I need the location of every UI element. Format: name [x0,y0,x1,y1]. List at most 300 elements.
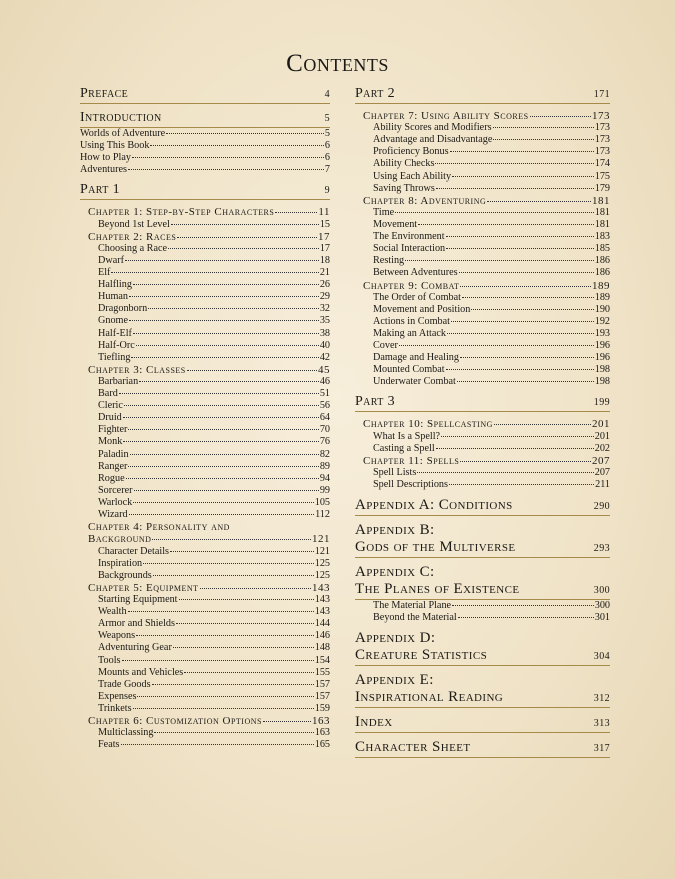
item-title: Wealth [98,606,127,618]
dot-leader [187,370,317,371]
page-number: 26 [319,279,330,291]
toc-item[interactable] [98,485,330,497]
toc-item[interactable] [98,303,330,315]
toc-item[interactable] [98,655,330,667]
page-number: 207 [592,454,610,467]
toc-item[interactable] [98,412,330,424]
dot-leader [137,696,313,697]
page-number: 181 [594,206,610,218]
item-title: Multiclassing [98,727,154,739]
item-title: Actions in Combat [373,315,450,327]
chapter-entry[interactable] [88,206,330,218]
page-number: 21 [319,267,330,279]
toc-item[interactable] [98,388,330,400]
item-title: Dragonborn [98,303,148,315]
toc-item[interactable] [373,364,610,376]
item-title: Damage and Healing [373,352,459,364]
item-title: Barbarian [98,376,139,388]
page-number: 143 [314,606,330,618]
item-title: Underwater Combat [373,376,456,388]
chapter-title: Chapter 4: Personality and [88,521,230,534]
dot-leader [460,286,591,287]
dot-leader [154,732,313,733]
page-number: 125 [314,569,330,581]
toc-item[interactable] [373,316,610,328]
part-heading[interactable] [80,182,330,200]
item-title: Beyond 1st Level [98,218,170,230]
item-title: Ability Checks [373,158,435,170]
item-title: Character Details [98,545,169,557]
item-title: Saving Throws [373,182,435,194]
toc-item[interactable] [373,479,610,491]
dot-leader [134,490,319,491]
appendix-title-row [355,689,610,706]
dot-leader [111,272,318,273]
dot-leader [417,472,593,473]
page-number: 174 [594,158,610,170]
toc-item[interactable] [98,667,330,679]
dot-leader [493,127,594,128]
page-number: 29 [319,291,330,303]
chapter-title: Chapter 6: Customization Options [88,714,262,727]
item-title: Armor and Shields [98,618,175,630]
item-title: Tools [98,654,121,666]
dot-leader [123,441,318,442]
page-number: 56 [319,400,330,412]
page-number: 190 [594,303,610,315]
toc-item[interactable] [98,279,330,291]
toc-item[interactable] [373,122,610,134]
item-title: Spell Descriptions [373,479,448,491]
page-number: 175 [594,170,610,182]
dot-leader [449,484,594,485]
dot-leader [171,224,319,225]
page-number: 35 [319,315,330,327]
dot-leader [460,461,591,462]
page-number: 46 [319,376,330,388]
toc-item[interactable] [98,400,330,412]
part-title: Part 2 [355,86,396,101]
item-title: Adventuring Gear [98,642,172,654]
page-number: 304 [593,651,610,663]
dot-leader [139,381,319,382]
page-number: 76 [319,436,330,448]
dot-leader [530,116,591,117]
toc-item[interactable] [98,679,330,691]
toc-right-column [355,86,610,758]
page-number: 38 [319,327,330,339]
dot-leader [452,605,594,606]
item-title: The Environment [373,231,445,243]
toc-item[interactable] [373,134,610,146]
item-title: Weapons [98,630,136,642]
dot-leader [133,333,319,334]
item-title: Advantage and Disadvantage [373,134,493,146]
item-title: Ranger [98,460,128,472]
item-title: Sorcerer [98,484,133,496]
page-number: 64 [319,412,330,424]
page-number: 173 [594,146,610,158]
dot-leader [200,588,311,589]
item-title: Warlock [98,496,133,508]
page-number: 163 [314,727,330,739]
dot-leader [119,393,319,394]
item-title: What Is a Spell? [373,430,441,442]
item-title: Fighter [98,424,128,436]
toc-item[interactable] [373,219,610,231]
appendix-label: Appendix B: [355,522,435,539]
appendix-label: Appendix C: [355,564,435,581]
dot-leader [452,176,594,177]
toc-item[interactable] [98,691,330,703]
toc-item[interactable] [373,267,610,279]
page-number: 211 [595,479,610,491]
page-number: 112 [315,509,330,521]
page-number: 186 [594,255,610,267]
dot-leader [133,708,314,709]
toc-item[interactable] [373,243,610,255]
toc-item[interactable] [373,612,610,624]
chapter-entry[interactable] [88,364,330,376]
page-number: 173 [594,122,610,134]
page-number: 51 [319,388,330,400]
dot-leader [263,721,311,722]
page-number: 40 [319,339,330,351]
dot-leader [462,297,594,298]
item-title: Human [98,291,128,303]
page-number: 171 [593,89,610,100]
toc-item[interactable] [373,292,610,304]
dot-leader [131,357,318,358]
toc-item[interactable] [98,291,330,303]
item-title: Casting a Spell [373,442,435,454]
dot-leader [143,563,314,564]
dot-leader [168,248,319,249]
appendix-heading[interactable] [355,672,610,708]
dot-leader [457,381,594,382]
item-title: Cover [373,340,398,352]
dot-leader [126,478,319,479]
item-title: Time [373,206,395,218]
part-heading[interactable] [355,497,610,516]
toc-item[interactable] [373,443,610,455]
chapter-entry[interactable] [363,418,610,430]
toc-item[interactable] [98,727,330,739]
dot-leader [123,417,319,418]
toc-item[interactable] [80,140,330,152]
page-number: 189 [592,279,610,292]
part-heading[interactable] [355,86,610,104]
item-title: Adventures [80,164,127,176]
page-number: 121 [312,533,330,546]
dot-leader [136,635,314,636]
page-title: Contents [286,50,389,77]
toc-item[interactable] [98,255,330,267]
item-title: Elf [98,267,111,279]
item-title: Tiefling [98,351,131,363]
dot-leader [133,502,313,503]
toc-item[interactable] [373,158,610,170]
dot-leader [173,647,314,648]
dot-leader [395,212,594,213]
toc-item[interactable] [373,171,610,183]
item-title: Gnome [98,315,128,327]
part-heading[interactable] [80,110,330,128]
chapter-title-cont: Background [88,533,152,546]
item-title: Between Adventures [373,267,458,279]
appendix-title: Gods of the Multiverse [355,539,516,556]
page-number: 70 [319,424,330,436]
dot-leader [435,163,593,164]
dot-leader [128,466,318,467]
toc-item[interactable] [80,128,330,140]
page-number: 201 [592,418,610,431]
toc-item[interactable] [373,304,610,316]
page-number: 179 [594,182,610,194]
dot-leader [152,684,314,685]
toc-item[interactable] [98,352,330,364]
toc-item[interactable] [98,340,330,352]
page-number: 4 [324,89,330,100]
toc-item[interactable] [98,642,330,654]
page-number: 6 [324,140,330,152]
part-title: Character Sheet [355,739,471,756]
page-number: 201 [594,430,610,442]
page-number: 105 [314,496,330,508]
chapter-entry[interactable] [88,715,330,727]
dot-leader [132,157,324,158]
dot-leader [405,260,594,261]
dot-leader [128,429,318,430]
toc-item[interactable] [373,183,610,195]
item-title: Resting [373,255,405,267]
toc-item[interactable] [373,207,610,219]
toc-item[interactable] [98,618,330,630]
toc-item[interactable] [373,328,610,340]
toc-item[interactable] [98,739,330,751]
toc-item[interactable] [373,146,610,158]
dot-leader [179,599,314,600]
chapter-title: Chapter 1: Step-by-Step Characters [88,206,275,219]
page-number: 143 [314,594,330,606]
page-number: 186 [594,267,610,279]
page-number: 199 [593,397,610,409]
appendix-title: The Planes of Existence [355,581,520,598]
chapter-title: Chapter 5: Equipment [88,581,199,594]
part-heading[interactable] [355,739,610,758]
toc-item[interactable] [98,703,330,715]
item-title: Half-Elf [98,327,132,339]
item-title: The Order of Combat [373,291,461,303]
dot-leader [494,424,591,425]
dot-leader [446,369,594,370]
page-number: 5 [324,128,330,139]
toc-item[interactable] [98,570,330,582]
toc-item[interactable] [98,461,330,473]
page-number: 99 [319,484,330,496]
item-title: Movement and Position [373,303,471,315]
chapter-entry[interactable] [88,231,330,243]
item-title: Starting Equipment [98,594,178,606]
page-number: 148 [314,642,330,654]
page-number: 42 [319,351,330,363]
page-number: 7 [324,164,330,176]
toc-item[interactable] [373,467,610,479]
page-number: 154 [314,654,330,666]
item-title: Backgrounds [98,569,152,581]
chapter-entry[interactable] [363,280,610,292]
part-title: Appendix A: Conditions [355,497,513,514]
item-title: Proficiency Bonus [373,146,449,158]
toc-item[interactable] [373,352,610,364]
page-number: 173 [592,110,610,122]
page-number: 173 [594,134,610,146]
dot-leader [177,237,317,238]
dot-leader [176,623,314,624]
dot-leader [446,236,594,237]
page-number: 181 [594,219,610,231]
dot-leader [471,309,593,310]
item-title: Monk [98,436,123,448]
toc-item[interactable] [80,164,330,176]
toc-left-column [80,86,330,751]
page-number: 125 [314,557,330,569]
toc-item[interactable] [98,424,330,436]
page-number: 6 [324,152,330,164]
dot-leader [148,308,319,309]
dot-leader [128,169,324,170]
chapter-title: Chapter 9: Combat [363,279,460,292]
item-title: Wizard [98,509,128,521]
page-number: 198 [594,364,610,376]
page-number: 17 [318,230,330,243]
page-number: 159 [314,702,330,714]
toc-item[interactable] [98,606,330,618]
toc-item[interactable] [98,630,330,642]
toc-item[interactable] [80,152,330,164]
chapter-entry[interactable] [363,195,610,207]
dot-leader [129,296,319,297]
dot-leader [128,611,314,612]
toc-item[interactable] [98,267,330,279]
toc-item[interactable] [98,594,330,606]
dot-leader [133,284,319,285]
appendix-title-row [355,539,610,556]
toc-item[interactable] [373,600,610,612]
part-title: Preface [80,86,129,101]
appendix-title-row [355,581,610,598]
page-number: 17 [319,242,330,254]
page-number: 15 [319,218,330,230]
item-title: Paladin [98,448,129,460]
toc-item[interactable] [98,328,330,340]
dot-leader [129,514,315,515]
page-number: 9 [324,185,330,197]
page-number: 165 [314,739,330,751]
page-number: 300 [593,585,610,597]
toc-item[interactable] [98,449,330,461]
chapter-title: Chapter 7: Using Ability Scores [363,110,529,122]
item-title: Cleric [98,400,123,412]
dot-leader [450,151,594,152]
dot-leader [121,744,314,745]
part-heading[interactable] [355,714,610,733]
item-title: Using This Book [80,140,150,152]
item-title: Half-Orc [98,339,135,351]
dot-leader [441,436,594,437]
page-number: 146 [314,630,330,642]
toc-item[interactable] [373,376,610,388]
toc-item[interactable] [373,340,610,352]
dot-leader [493,139,593,140]
item-title: Mounts and Vehicles [98,666,184,678]
dot-leader [124,405,319,406]
dot-leader [436,448,594,449]
page-number: 185 [594,243,610,255]
page-number: 192 [594,315,610,327]
appendix-label: Appendix D: [355,630,436,647]
chapter-entry[interactable] [88,582,330,594]
page-number: 301 [594,612,610,624]
dot-leader [136,345,319,346]
page-number: 45 [318,363,330,376]
chapter-title: Chapter 10: Spellcasting [363,418,493,431]
toc-item[interactable] [98,436,330,448]
item-title: Trade Goods [98,678,151,690]
toc-item[interactable] [98,497,330,509]
item-title: Using Each Ability [373,170,452,182]
page-number: 313 [593,718,610,730]
dot-leader [458,617,594,618]
chapter-entry[interactable] [88,521,330,545]
toc-item[interactable] [373,255,610,267]
page-number: 202 [594,442,610,454]
item-title: Mounted Combat [373,364,445,376]
toc-item[interactable] [98,473,330,485]
dot-leader [399,345,594,346]
item-title: Rogue [98,472,125,484]
chapter-entry[interactable] [363,455,610,467]
page-number: 193 [594,328,610,340]
part-heading[interactable] [80,86,330,104]
dot-leader [447,333,594,334]
dot-leader [152,539,311,540]
toc-item[interactable] [98,546,330,558]
toc-item[interactable] [98,558,330,570]
page-number: 198 [594,376,610,388]
page-number: 11 [318,206,330,219]
toc-item[interactable] [373,231,610,243]
toc-item[interactable] [373,431,610,443]
item-title: Worlds of Adventure [80,128,166,139]
page-number: 207 [594,467,610,479]
chapter-title: Chapter 3: Classes [88,363,186,376]
toc-item[interactable] [98,243,330,255]
appendix-heading[interactable] [355,564,610,600]
part-title: Index [355,714,393,731]
toc-item[interactable] [98,376,330,388]
toc-item[interactable] [98,219,330,231]
toc-item[interactable] [98,509,330,521]
toc-item[interactable] [98,315,330,327]
chapter-entry[interactable] [363,110,610,122]
dot-leader [460,357,594,358]
part-heading[interactable] [355,394,610,412]
appendix-heading[interactable] [355,630,610,666]
dot-leader [451,321,594,322]
page-number: 144 [314,618,330,630]
appendix-heading[interactable] [355,522,610,558]
